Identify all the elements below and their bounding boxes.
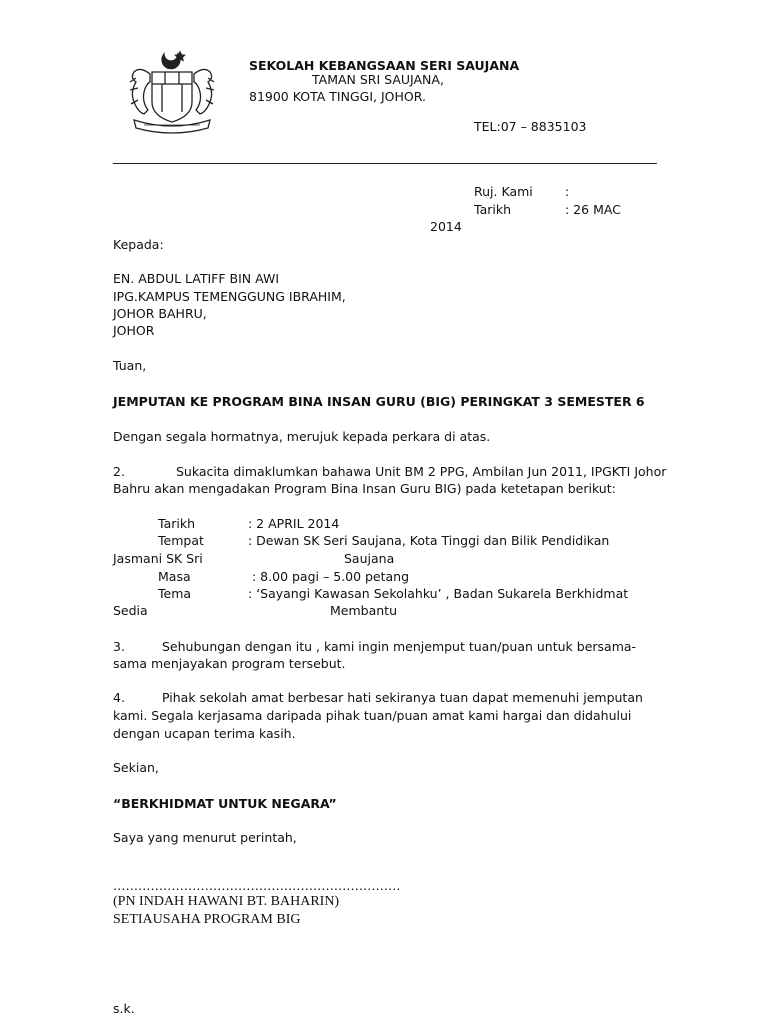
signature-dots: …………………………………………………………… [113,878,401,893]
coat-of-arms-logo [122,48,222,136]
detail-tema-value: : ‘Sayangi Kawasan Sekolahku’ , Badan Sukarela Berkhidmat [248,586,629,601]
address-line-1: TAMAN SRI SAUJANA, [312,72,444,87]
detail-tempat-label: Tempat [158,533,204,548]
salutation: Tuan, [113,358,147,373]
detail-tarikh-label: Tarikh [158,516,195,531]
signer-name: (PN INDAH HAWANI BT. BAHARIN) [113,894,340,909]
recipient-line: EN. ABDUL LATIFF BIN AWI [113,271,280,286]
detail-tempat-wrap-right: Saujana [344,551,395,566]
perintah-text: Saya yang menurut perintah, [113,830,297,845]
para4-line3: dengan ucapan terima kasih. [113,726,296,741]
detail-tempat-wrap-left: Jasmani SK Sri [113,551,203,566]
detail-tema-wrap-right: Membantu [330,603,397,618]
para4-line1: Pihak sekolah amat berbesar hati sekiranya tuan dapat memenuhi jemputan [162,690,643,705]
signer-title: SETIAUSAHA PROGRAM BIG [113,912,301,927]
detail-masa-label: Masa [158,569,191,584]
motto: “BERKHIDMAT UNTUK NEGARA” [113,796,337,811]
detail-tema-wrap-left: Sedia [113,603,148,618]
tarikh-value: : 26 MAC [565,202,621,217]
para4-number: 4. [113,690,125,705]
para3-line2: sama menjayakan program tersebut. [113,656,346,671]
detail-tempat-value: : Dewan SK Seri Saujana, Kota Tinggi dan Bilik Pendidikan [248,533,610,548]
recipient-line: JOHOR BAHRU, [113,306,207,321]
intro-text: Dengan segala hormatnya, merujuk kepada perkara di atas. [113,429,491,444]
para4-line2: kami. Segala kerjasama daripada pihak tuan/puan amat kami hargai dan didahului [113,708,632,723]
para3-line1: Sehubungan dengan itu , kami ingin menjemput tuan/puan untuk bersama- [162,639,637,654]
para3-number: 3. [113,639,125,654]
tarikh-label: Tarikh [474,202,511,217]
ruj-kami-label: Ruj. Kami [474,184,533,199]
para2-line2: Bahru akan mengadakan Program Bina Insan Guru BIG) pada ketetapan berikut: [113,481,616,496]
school-name: SEKOLAH KEBANGSAAN SERI SAUJANA [249,58,520,73]
para2-line1: Sukacita dimaklumkan bahawa Unit BM 2 PPG, Ambilan Jun 2011, IPGKTI Johor [176,464,667,479]
subject-heading: JEMPUTAN KE PROGRAM BINA INSAN GURU (BIG) PERINGKAT 3 SEMESTER 6 [113,394,645,409]
sekian-text: Sekian, [113,760,159,775]
telephone: TEL:07 – 8835103 [474,119,587,134]
kepada-label: Kepada: [113,237,164,252]
recipient-line: JOHOR [113,323,155,338]
tarikh-year: 2014 [430,219,462,234]
para2-number: 2. [113,464,125,479]
ruj-kami-colon: : [565,184,570,199]
recipient-line: IPG.KAMPUS TEMENGGUNG IBRAHIM, [113,289,346,304]
sk-label: s.k. [113,1001,135,1016]
detail-masa-value: : 8.00 pagi – 5.00 petang [252,569,410,584]
detail-tema-label: Tema [158,586,192,601]
detail-tarikh-value: : 2 APRIL 2014 [248,516,340,531]
header-divider [113,163,657,164]
address-line-2: 81900 KOTA TINGGI, JOHOR. [249,89,426,104]
